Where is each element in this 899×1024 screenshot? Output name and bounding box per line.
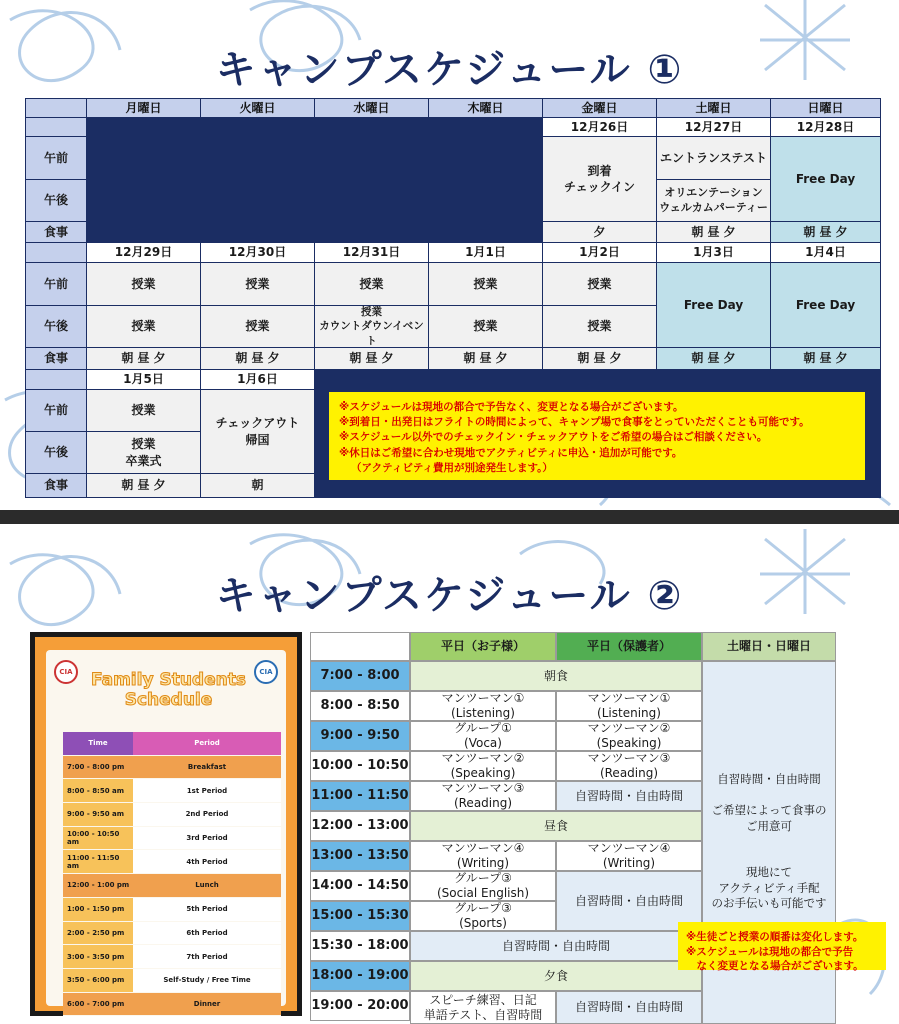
schedule-1-title: キャンプスケジュール ① — [215, 47, 684, 93]
poster-period: Breakfast — [133, 756, 281, 779]
poster-time: 12:00 - 1:00 pm — [63, 874, 133, 897]
fri-activity: 到着 チェックイン — [543, 137, 656, 221]
schedule-2-notes — [678, 922, 886, 973]
poster-time: 9:00 - 9:50 am — [63, 803, 133, 826]
meal-cell: 朝 昼 夕 — [657, 222, 770, 242]
period-label-pm: 午後 — [26, 432, 86, 473]
poster-time: 6:00 - 7:00 pm — [63, 993, 133, 1016]
sun-free-day: Free Day — [771, 137, 880, 221]
weekday-header: 土曜日 — [657, 99, 770, 117]
poster-period: 6th Period — [133, 922, 281, 945]
pm-class: 授業 — [429, 306, 542, 347]
corner-cell — [26, 99, 86, 117]
parent-lesson: マンツーマン① (Listening) — [556, 691, 702, 721]
note-line: ※休日はご希望に合わせ現地でアクティビティに申込・追加が可能です。 — [339, 446, 683, 459]
parent-lesson: マンツーマン③ (Reading) — [556, 751, 702, 781]
meal-cell: 朝 昼 夕 — [657, 348, 770, 369]
time-cell: 19:00 - 20:00 — [310, 991, 410, 1021]
poster-period: Dinner — [133, 993, 281, 1016]
weekday-header: 月曜日 — [87, 99, 200, 117]
weekday-header: 日曜日 — [771, 99, 880, 117]
time-cell: 7:00 - 8:00 — [310, 661, 410, 691]
poster-row — [63, 993, 281, 1017]
note-line: ※スケジュールは現地の都合で予告 — [686, 945, 854, 958]
parent-lesson: マンツーマン④ (Writing) — [556, 841, 702, 871]
period-label-am: 午前 — [26, 390, 86, 431]
poster-row — [63, 850, 281, 874]
poster-time: 11:00 - 11:50 am — [63, 850, 133, 873]
time-cell: 15:00 - 15:30 — [310, 901, 410, 931]
header-parent-weekday: 平日（保護者） — [556, 632, 702, 661]
period-label-am: 午前 — [26, 263, 86, 305]
poster-period: 2nd Period — [133, 803, 281, 826]
parent-free-time: 自習時間・自由時間 — [556, 991, 702, 1024]
schedule-1-notes — [329, 392, 865, 480]
date-row-label — [26, 243, 86, 262]
period-label-pm: 午後 — [26, 180, 86, 221]
date-cell: 1月2日 — [543, 243, 656, 262]
date-cell: 12月30日 — [201, 243, 314, 262]
meal-cell: 朝 昼 夕 — [771, 348, 880, 369]
sat-pm-activity: オリエンテーション ウェルカムパーティー — [657, 180, 770, 221]
pm-class: 授業 卒業式 — [87, 432, 200, 473]
child-lesson: マンツーマン④ (Writing) — [410, 841, 556, 871]
am-class: 授業 — [429, 263, 542, 305]
lunch-cell: 昼食 — [410, 811, 702, 841]
period-label-pm: 午後 — [26, 306, 86, 347]
period-label-meal: 食事 — [26, 474, 86, 497]
checkout-activity: チェックアウト 帰国 — [201, 390, 314, 473]
poster-time: 1:00 - 1:50 pm — [63, 898, 133, 921]
evening-free-time: 自習時間・自由時間 — [410, 931, 702, 961]
date-row-label — [26, 370, 86, 389]
family-schedule-poster — [30, 632, 302, 1016]
poster-row — [63, 779, 281, 803]
date-cell: 1月5日 — [87, 370, 200, 389]
poster-row — [63, 803, 281, 827]
poster-row — [63, 945, 281, 969]
poster-time: 10:00 - 10:50 am — [63, 827, 133, 850]
am-class: 授業 — [543, 263, 656, 305]
am-class: 授業 — [87, 390, 200, 431]
meal-cell: 夕 — [543, 222, 656, 242]
cia-logo-right: CIA — [254, 660, 278, 684]
meal-cell: 朝 昼 夕 — [429, 348, 542, 369]
date-cell: 1月4日 — [771, 243, 880, 262]
time-cell: 8:00 - 8:50 — [310, 691, 410, 721]
poster-row — [63, 756, 281, 780]
poster-table — [63, 732, 281, 1016]
period-label-am: 午前 — [26, 137, 86, 179]
poster-period: 5th Period — [133, 898, 281, 921]
note-line: ※到着日・出発日はフライトの時間によって、キャンプ場で食事をとっていただくことも可能です。 — [339, 416, 810, 429]
date-row-label — [26, 118, 86, 136]
poster-time: 3:00 - 3:50 pm — [63, 945, 133, 968]
poster-period: Self-Study / Free Time — [133, 969, 281, 992]
date-cell: 12月31日 — [315, 243, 428, 262]
poster-card — [46, 650, 286, 1006]
header-child-weekday: 平日（お子様） — [410, 632, 556, 661]
pm-class: 授業 — [201, 306, 314, 347]
schedule-2-title: キャンプスケジュール ② — [215, 573, 684, 619]
date-cell: 12月28日 — [771, 118, 880, 136]
poster-period: 1st Period — [133, 779, 281, 802]
time-cell: 9:00 - 9:50 — [310, 721, 410, 751]
meal-cell: 朝 昼 夕 — [87, 348, 200, 369]
time-cell: 12:00 - 13:00 — [310, 811, 410, 841]
meal-cell: 朝 昼 夕 — [771, 222, 880, 242]
time-cell: 13:00 - 13:50 — [310, 841, 410, 871]
meal-cell: 朝 昼 夕 — [87, 474, 200, 497]
poster-time: 3:50 - 6:00 pm — [63, 969, 133, 992]
poster-period: Lunch — [133, 874, 281, 897]
time-cell: 14:00 - 14:50 — [310, 871, 410, 901]
time-cell: 15:30 - 18:00 — [310, 931, 410, 961]
weekday-header: 水曜日 — [315, 99, 428, 117]
schedule-panel-1 — [0, 0, 899, 510]
header-weekend: 土曜日・日曜日 — [702, 632, 836, 661]
poster-time: 8:00 - 8:50 am — [63, 779, 133, 802]
weekday-header: 火曜日 — [201, 99, 314, 117]
meal-cell: 朝 昼 夕 — [543, 348, 656, 369]
date-cell: 12月26日 — [543, 118, 656, 136]
poster-period: 7th Period — [133, 945, 281, 968]
parent-free-time: 自習時間・自由時間 — [556, 781, 702, 811]
meal-cell: 朝 昼 夕 — [201, 348, 314, 369]
poster-border — [35, 637, 297, 1011]
note-line: ※生徒ごと授業の順番は変化します。 — [686, 931, 864, 943]
poster-header-period: Period — [133, 732, 281, 755]
date-cell: 12月29日 — [87, 243, 200, 262]
weekday-header: 木曜日 — [429, 99, 542, 117]
corner-cell — [310, 632, 410, 661]
poster-time: 7:00 - 8:00 pm — [63, 756, 133, 779]
period-label-meal: 食事 — [26, 348, 86, 369]
note-line: ※スケジュールは現地の都合で予告なく、変更となる場合がございます。 — [339, 401, 684, 413]
date-cell: 1月6日 — [201, 370, 314, 389]
cia-logo-left: CIA — [54, 660, 78, 684]
child-lesson: マンツーマン① (Listening) — [410, 691, 556, 721]
child-lesson: スピーチ練習、日記 単語テスト、自習時間 — [410, 991, 556, 1024]
poster-header-time: Time — [88, 739, 108, 748]
poster-row — [63, 922, 281, 946]
period-label-meal: 食事 — [26, 222, 86, 242]
parent-lesson: マンツーマン② (Speaking) — [556, 721, 702, 751]
panel-separator — [0, 510, 899, 524]
am-class: 授業 — [87, 263, 200, 305]
child-lesson: グループ③ (Sports) — [410, 901, 556, 931]
poster-row — [63, 898, 281, 922]
child-lesson: マンツーマン② (Speaking) — [410, 751, 556, 781]
note-line: なく変更となる場合がございます。 — [686, 960, 864, 973]
weekday-header: 金曜日 — [543, 99, 656, 117]
sun-free-day: Free Day — [771, 263, 880, 347]
am-class: 授業 — [315, 263, 428, 305]
poster-header-row — [63, 732, 281, 756]
pm-class: 授業 — [87, 306, 200, 347]
am-class: 授業 — [201, 263, 314, 305]
date-cell: 12月27日 — [657, 118, 770, 136]
dinner-cell: 夕食 — [410, 961, 702, 991]
poster-row — [63, 827, 281, 851]
child-lesson: グループ③ (Social English) — [410, 871, 556, 901]
poster-title: Family Students Schedule — [91, 670, 246, 710]
poster-period: 3rd Period — [133, 827, 281, 850]
pm-class: 授業 カウントダウンイベント — [315, 306, 428, 347]
meal-cell: 朝 — [201, 474, 314, 497]
note-line: （アクティビティ費用が別途発生します。） — [351, 461, 553, 474]
poster-row — [63, 874, 281, 898]
poster-period: 4th Period — [133, 850, 281, 873]
breakfast-cell: 朝食 — [410, 661, 702, 691]
sat-am-activity: エントランステスト — [657, 137, 770, 179]
child-lesson: マンツーマン③ (Reading) — [410, 781, 556, 811]
child-lesson: グループ① (Voca) — [410, 721, 556, 751]
time-cell: 11:00 - 11:50 — [310, 781, 410, 811]
meal-cell: 朝 昼 夕 — [315, 348, 428, 369]
note-line: ※スケジュール以外でのチェックイン・チェックアウトをご希望の場合はご相談ください。 — [339, 431, 768, 444]
poster-time: 2:00 - 2:50 pm — [63, 922, 133, 945]
sat-free-day: Free Day — [657, 263, 770, 347]
parent-free-time: 自習時間・自由時間 — [556, 871, 702, 931]
date-cell: 1月3日 — [657, 243, 770, 262]
date-cell: 1月1日 — [429, 243, 542, 262]
poster-row — [63, 969, 281, 993]
time-cell: 10:00 - 10:50 — [310, 751, 410, 781]
weekend-info: 自習時間・自由時間 ご希望によって食事の ご用意可 現地にて アクティビティ手配 のお手伝いも可能です — [702, 661, 836, 1024]
pm-class: 授業 — [543, 306, 656, 347]
time-cell: 18:00 - 19:00 — [310, 961, 410, 991]
